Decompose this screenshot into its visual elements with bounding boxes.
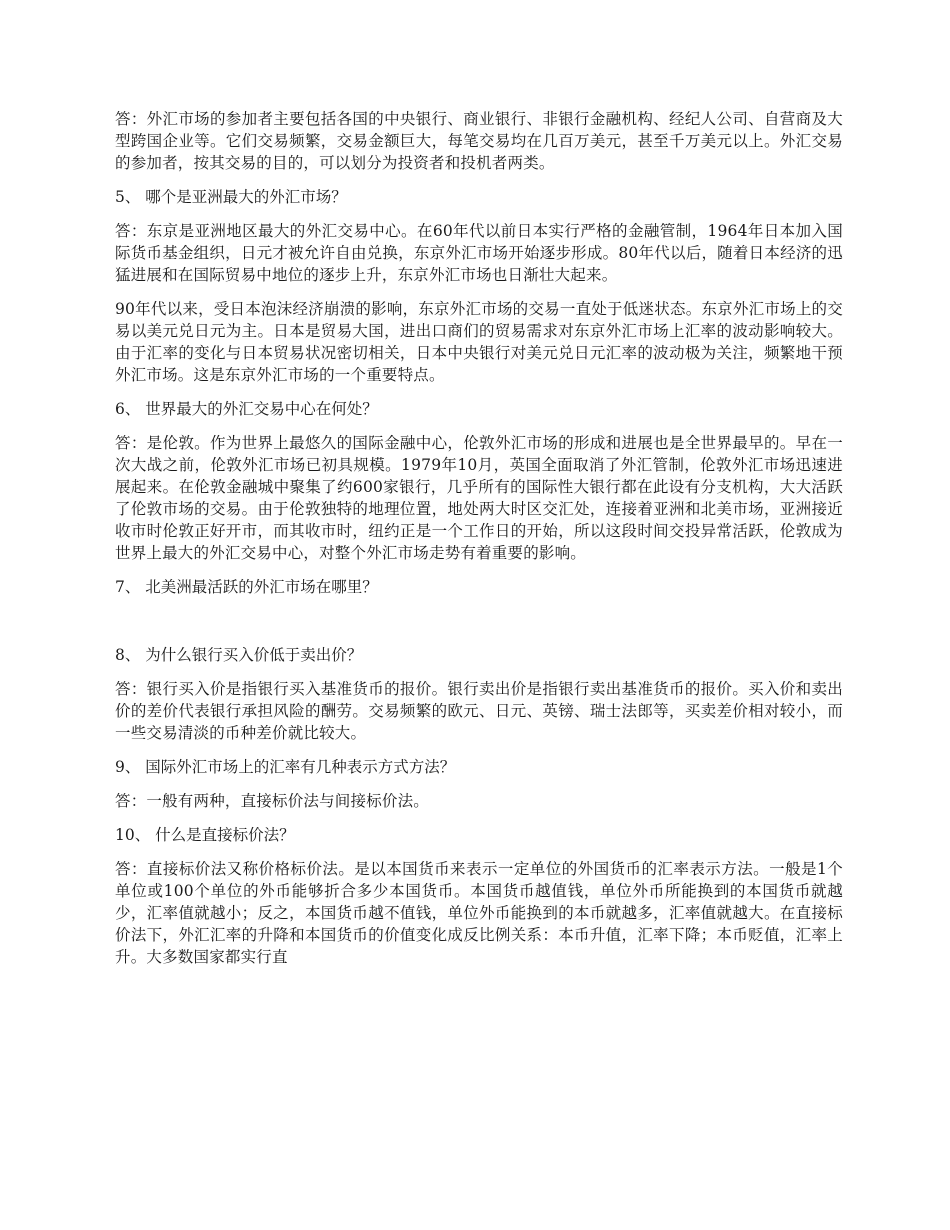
document-page (115, 108, 843, 980)
answer-paragraph: 答：直接标价法又称价格标价法。是以本国货币来表示一定单位的外国货币的汇率表示方法。一般是1个单位或100个单位的外币能够折合多少本国货币。本国货币越值钱，单位外币所能换到的本国货币就越少，汇率值就越小；反之，本国货币越不值钱，单位外币能换到的本币就越多，汇率值就越大。在直接标价法下，外汇汇率的升降和本国货币的价值变化成反比例关系：本币升值，汇率下降；本币贬值，汇率上升。大多数国家都实行直 (115, 860, 843, 966)
question-heading: 6、 世界最大的外汇交易中心在何处？ (115, 400, 378, 418)
answer-paragraph: 答：外汇市场的参加者主要包括各国的中央银行、商业银行、非银行金融机构、经纪人公司、自营商及大型跨国企业等。它们交易频繁，交易金额巨大，每笔交易均在几百万美元，甚至千万美元以上。外汇交易的参加者，按其交易的目的，可以划分为投资者和投机者两类。 (115, 110, 843, 172)
answer-paragraph: 答：银行买入价是指银行买入基准货币的报价。银行卖出价是指银行卖出基准货币的报价。买入价和卖出价的差价代表银行承担风险的酬劳。交易频繁的欧元、日元、英镑、瑞士法郎等，买卖差价相对较小，而一些交易清淡的币种差价就比较大。 (115, 680, 843, 742)
answer-paragraph: 答：东京是亚洲地区最大的外汇交易中心。在60年代以前日本实行严格的金融管制，1964年日本加入国际货币基金组织，日元才被允许自由兑换，东京外汇市场开始逐步形成。80年代以后，随着日本经济的迅猛进展和在国际贸易中地位的逐步上升，东京外汇市场也日渐壮大起来。 (115, 222, 843, 284)
question-heading: 8、 为什么银行买入价低于卖出价？ (115, 646, 363, 664)
question-heading: 10、 什么是直接标价法？ (115, 826, 295, 844)
question-heading: 7、 北美洲最活跃的外汇市场在哪里？ (115, 578, 378, 596)
answer-paragraph: 90年代以来，受日本泡沫经济崩溃的影响，东京外汇市场的交易一直处于低迷状态。东京外汇市场上的交易以美元兑日元为主。日本是贸易大国，进出口商们的贸易需求对东京外汇市场上汇率的波动影响较大。由于汇率的变化与日本贸易状况密切相关，日本中央银行对美元兑日元汇率的波动极为关注，频繁地干预外汇市场。这是东京外汇市场的一个重要特点。 (115, 300, 843, 384)
empty-answer-space (115, 610, 843, 644)
question-heading: 5、 哪个是亚洲最大的外汇市场？ (115, 188, 347, 206)
answer-paragraph: 答：一般有两种，直接标价法与间接标价法。 (115, 792, 430, 810)
answer-paragraph: 答：是伦敦。作为世界上最悠久的国际金融中心，伦敦外汇市场的形成和进展也是全世界最早的。早在一次大战之前，伦敦外汇市场已初具规模。1979年10月，英国全面取消了外汇管制，伦敦外汇市场迅速进展起来。在伦敦金融城中聚集了约600家银行，几乎所有的国际性大银行都在此设有分支机构，大大活跃了伦敦市场的交易。由于伦敦独特的地理位置，地处两大时区交汇处，连接着亚洲和北美市场，亚洲接近收市时伦敦正好开市，而其收市时，纽约正是一个工作日的开始，所以这段时间交投异常活跃，伦敦成为世界上最大的外汇交易中心，对整个外汇市场走势有着重要的影响。 (115, 434, 843, 562)
question-heading: 9、 国际外汇市场上的汇率有几种表示方式方法？ (115, 758, 456, 776)
